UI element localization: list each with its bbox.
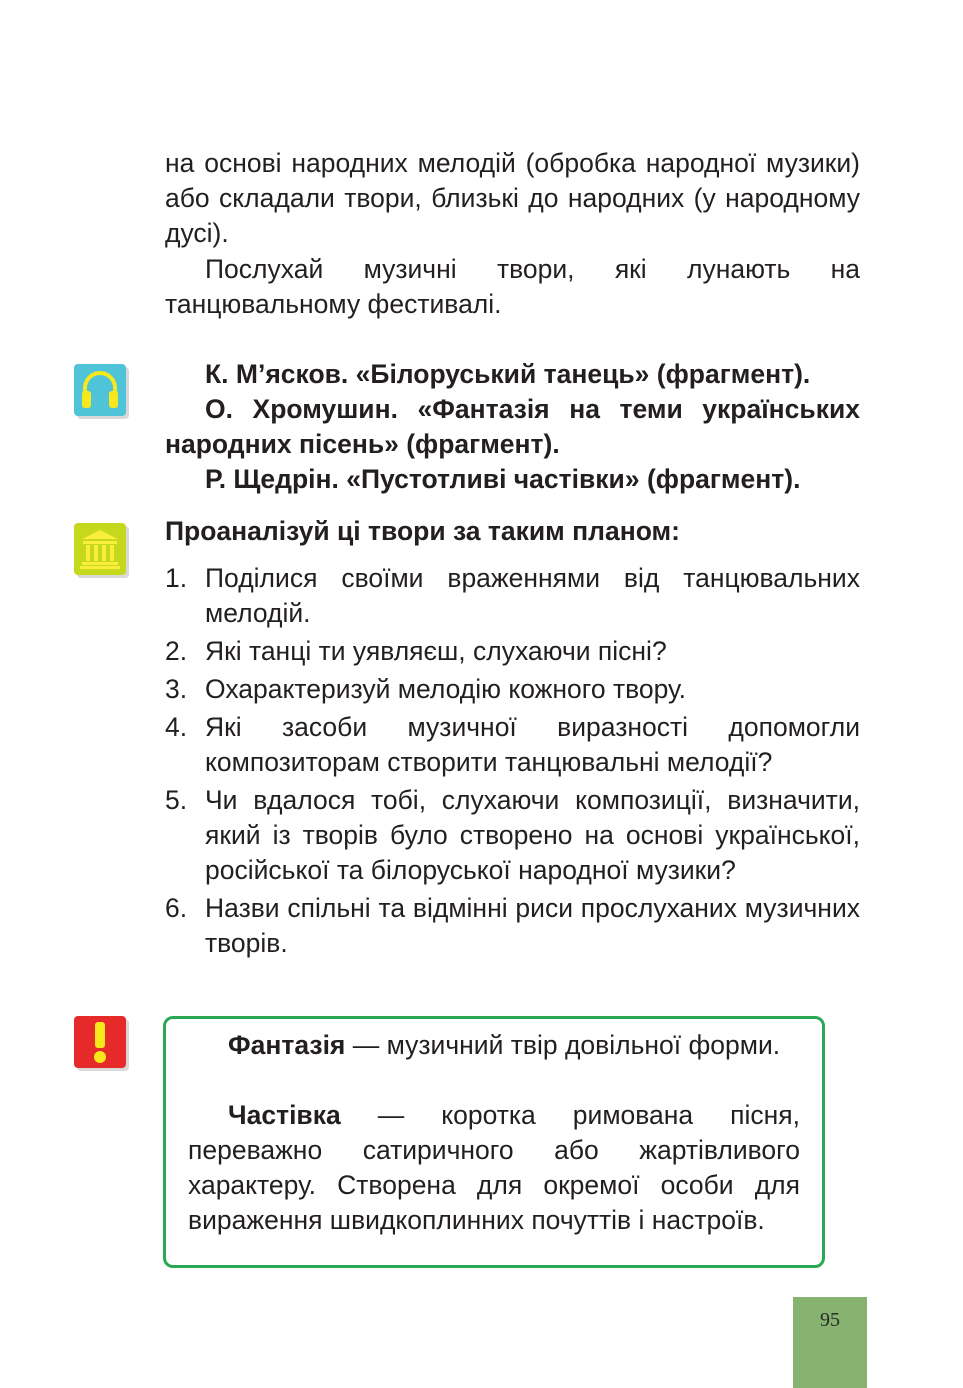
listening-work-3: Р. Щедрін. «Пустотливі частівки» (фрагмент).: [205, 464, 801, 494]
analysis-list: [165, 561, 860, 964]
headphones-icon: [74, 364, 126, 416]
list-item-text: Назви спільні та відмінні риси прослуханих музичних творів.: [205, 893, 860, 958]
listening-work-1: К. М’ясков. «Білоруський танець» (фрагмент).: [205, 359, 811, 389]
list-item: [165, 783, 860, 888]
definition-term: Частівка: [228, 1100, 341, 1130]
intro-paragraph-1: на основі народних мелодій (обробка народної музики) або складали твори, близькі до народних (у народному дусі).: [165, 148, 860, 248]
list-item-number: 1.: [165, 563, 188, 593]
list-item-number: 5.: [165, 785, 188, 815]
listening-work-2: О. Хромушин. «Фантазія на теми українських народних пісень» (фрагмент).: [165, 394, 860, 459]
analysis-heading: Проаналізуй ці твори за таким планом:: [165, 516, 680, 546]
museum-icon: [74, 523, 126, 575]
list-item-text: Охарактеризуй мелодію кожного твору.: [205, 674, 687, 704]
definition-text: — музичний твір довільної форми.: [345, 1030, 781, 1060]
list-item: [165, 891, 860, 961]
list-item: [165, 561, 860, 631]
list-item-text: Які засоби музичної виразності допомогли композиторам створити танцювальні мелодії?: [205, 712, 860, 777]
definition-fantasy: [188, 1028, 800, 1063]
list-item-text: Чи вдалося тобі, слухаючи композиції, визначити, який із творів було створено на основі української, російської та білоруської народної музики?: [205, 785, 860, 885]
list-item-number: 2.: [165, 636, 188, 666]
list-item: [165, 710, 860, 780]
definition-chastivka: [188, 1098, 800, 1238]
list-item: [165, 672, 860, 707]
list-item-text: Які танці ти уявляєш, слухаючи пісні?: [205, 636, 667, 666]
list-item: [165, 634, 860, 669]
definition-text: — коротка римована пісня, переважно сатиричного або жартівливого характеру. Створена для окремої особи для вираження швидкоплинних почуттів і настроїв.: [188, 1100, 800, 1235]
definition-box: [163, 1016, 825, 1268]
list-item-number: 3.: [165, 674, 188, 704]
intro-paragraph-2: Послухай музичні твори, які лунають на танцювальному фестивалі.: [165, 254, 860, 319]
exclamation-icon: [74, 1016, 126, 1068]
list-item-number: 4.: [165, 712, 188, 742]
page-number: 95: [793, 1297, 867, 1388]
list-item-number: 6.: [165, 893, 188, 923]
list-item-text: Поділися своїми враженнями від танцювальних мелодій.: [205, 563, 860, 628]
definition-term: Фантазія: [228, 1030, 346, 1060]
